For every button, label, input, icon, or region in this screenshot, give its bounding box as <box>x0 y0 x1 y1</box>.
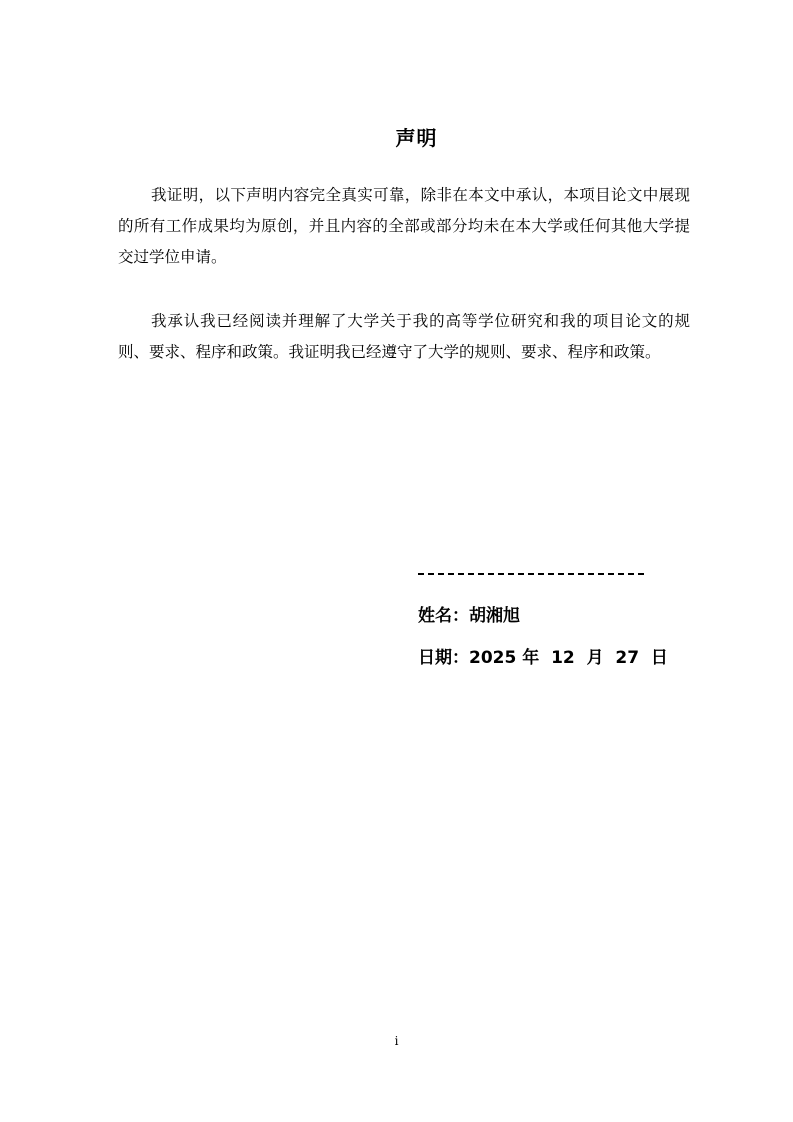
name-row <box>418 604 520 628</box>
name-label: 姓名： <box>418 606 469 626</box>
signature-line <box>418 559 644 575</box>
declaration-paragraph-1: 我证明，以下声明内容完全真实可靠，除非在本文中承认，本项目论文中展现的所有工作成果均为原创，并且内容的全部或部分均未在本大学或任何其他大学提交过学位申请。 <box>118 186 690 266</box>
date-label: 日期： <box>418 648 469 668</box>
page-number: i <box>394 1034 399 1048</box>
page-title: 声明 <box>395 126 438 150</box>
name-value: 胡湘旭 <box>469 606 520 626</box>
date-row <box>418 646 668 670</box>
declaration-paragraph-2: 我承认我已经阅读并理解了大学关于我的高等学位研究和我的项目论文的规则、要求、程序和政策。我证明我已经遵守了大学的规则、要求、程序和政策。 <box>118 312 690 361</box>
date-value: 2025 年 12 月 27 日 <box>469 648 668 668</box>
